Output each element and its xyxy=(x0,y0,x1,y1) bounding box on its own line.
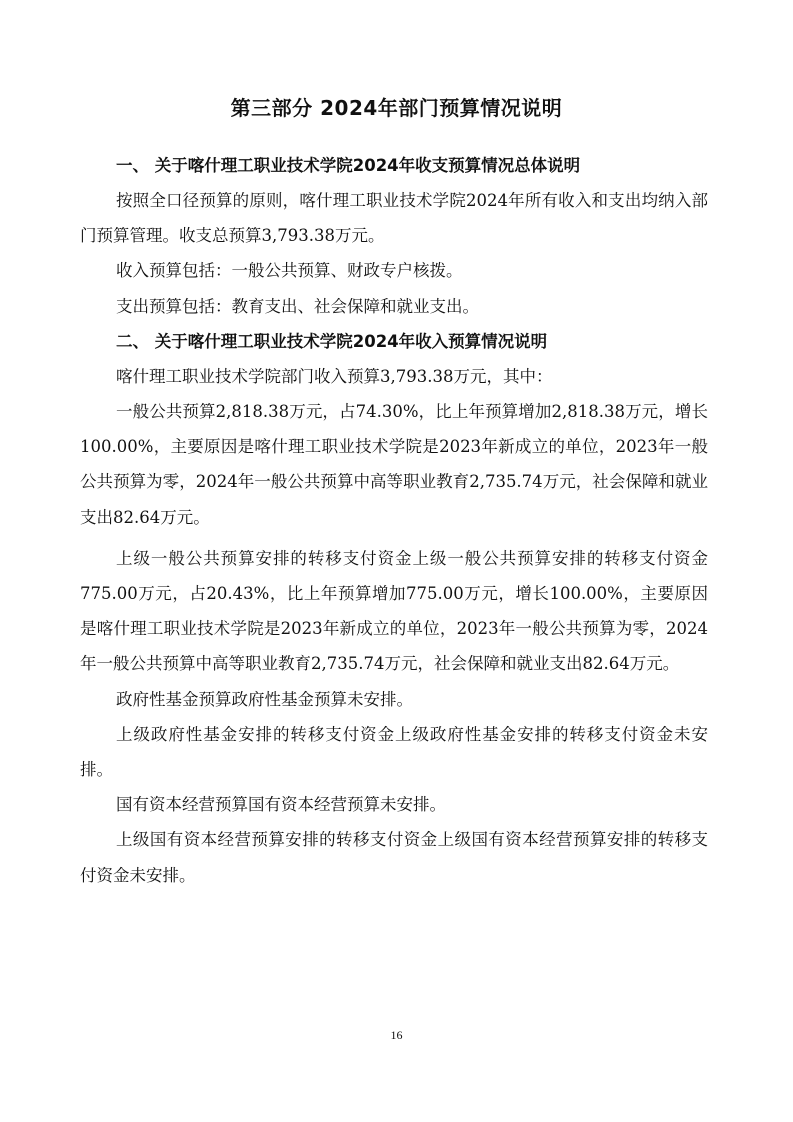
paragraph-2-2: 一般公共预算2,818.38万元，占74.30%，比上年预算增加2,818.38万元，增长100.00%，主要原因是喀什理工职业技术学院是2023年新成立的单位，2023年一般公共预算为零，2024年一般公共预算中高等职业教育2,735.74万元，社会保障和就业支出82.64万元。 xyxy=(80,402,708,527)
paragraph-2-3: 上级一般公共预算安排的转移支付资金上级一般公共预算安排的转移支付资金775.00万元，占20.43%，比上年预算增加775.00万元，增长100.00%，主要原因是喀什理工职业技术学院是2023年新成立的单位，2023年一般公共预算为零，2024年一般公共预算中高等职业教育2,735.74万元，社会保障和就业支出82.64万元。 xyxy=(80,548,708,674)
paragraph-2-1: 喀什理工职业技术学院部门收入预算3,793.38万元，其中： xyxy=(116,366,553,386)
section-heading-2: 二、 关于喀什理工职业技术学院2024年收入预算情况说明 xyxy=(116,331,548,351)
paragraph-2-5: 上级政府性基金安排的转移支付资金上级政府性基金安排的转移支付资金未安排。 xyxy=(80,724,708,780)
paragraph-2-6: 国有资本经营预算国有资本经营预算未安排。 xyxy=(116,795,446,815)
paragraph-1-1: 按照全口径预算的原则，喀什理工职业技术学院2024年所有收入和支出均纳入部门预算管理。收支总预算3,793.38万元。 xyxy=(80,191,708,246)
paragraph-2-7: 上级国有资本经营预算安排的转移支付资金上级国有资本经营预算安排的转移支付资金未安排。 xyxy=(80,830,708,885)
section-heading-1: 一、 关于喀什理工职业技术学院2024年收支预算情况总体说明 xyxy=(116,156,581,175)
paragraph-1-3: 支出预算包括：教育支出、社会保障和就业支出。 xyxy=(116,296,479,316)
paragraph-2-4: 政府性基金预算政府性基金预算未安排。 xyxy=(116,689,413,709)
page-title: 第三部分 2024年部门预算情况说明 xyxy=(230,96,563,120)
paragraph-1-2: 收入预算包括：一般公共预算、财政专户核拨。 xyxy=(116,261,463,281)
document-body xyxy=(80,148,708,893)
page-number: 16 xyxy=(390,1028,403,1042)
